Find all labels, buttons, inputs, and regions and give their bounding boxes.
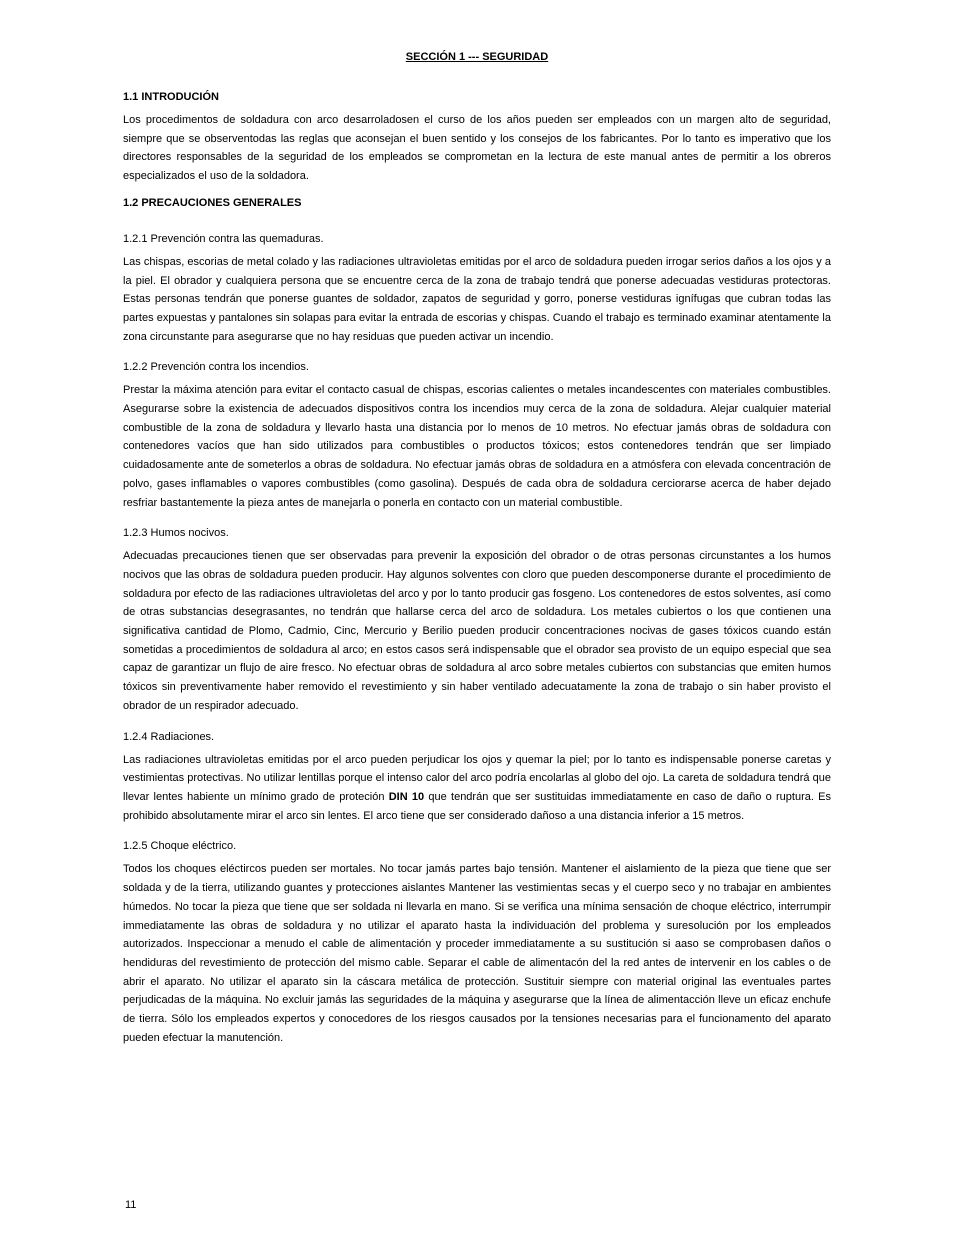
paragraph-radiation bbox=[123, 751, 831, 826]
paragraph-fumes: Adecuadas precauciones tienen que ser observadas para prevenir la exposición del obrador o de otras personas circunstantes a los humos nocivos que las obras de soldadura pueden producir. Hay algunos solventes con cloro que pueden descomponerse durante el procedimiento de soldadura por efecto de las radiaciones ultravioletas del arco y por lo tanto producir gas fosgeno. Los contenedores de estos solventes, así como de otras substancias desegrasantes, no tendrán que hallarse cerca del arco de soldadura. Los metales cubiertos o los que contienen una significativa cantidad de Plomo, Cadmio, Cinc, Mercurio y Berilio pueden producir concentraciones nocivas de gases tóxicos cuando están sometidas a procedimientos de soldadura al arco; en estos casos será indispensable que el obrador sea provisto de un equipo especial que sea capaz de garantizar un flujo de aire fresco. No efectuar obras de soldadura al arco sobre metales cubiertos con substancias que emiten humos tóxicos sin preventivamente haber removido el revestimiento y sin haber ventilado adecuatamente la zona de trabajo o sin haber provisto el obrador de un respirador adecuado. bbox=[123, 550, 831, 712]
paragraph-introduction: Los procedimentos de soldadura con arco desarroladosen el curso de los años pueden ser empleados con un margen alto de seguridad, siempre que se observentodas las reglas que aconsejan el buen sentido y los consejos de los fabricantes. Por lo tanto es imperativo que los directores responsables de la seguridad de los empleados se comprometan en la lectura de este manual antes de permitir a los obreros especializados el uso de la soldadora. bbox=[123, 114, 831, 183]
heading-electric-shock: 1.2.5 Choque eléctrico. bbox=[123, 840, 237, 853]
heading-radiation: 1.2.4 Radiaciones. bbox=[123, 730, 215, 743]
heading-fires: 1.2.2 Prevención contra los incendios. bbox=[123, 361, 309, 374]
document-page bbox=[123, 49, 831, 1047]
heading-burns: 1.2.1 Prevención contra las quemaduras. bbox=[123, 232, 324, 245]
radiation-text-before: Las radiaciones ultravioletas emitidas por el arco pueden perjudicar los ojos y quemar la piel; por lo tanto es indispensable ponerse caretas y vestimientas protectivas. No utilizar lentillas porque el intenso calor del arco podría encolarlas al globo del ojo. La careta de soldadura tendrá que llevar lentes habiente un mínimo grado de proteción bbox=[123, 753, 831, 803]
heading-general-precautions: 1.2 PRECAUCIONES GENERALES bbox=[123, 196, 302, 209]
din-rating: DIN 10 bbox=[388, 790, 425, 803]
heading-fumes: 1.2.3 Humos nocivos. bbox=[123, 527, 229, 540]
section-title: SECCIÓN 1 --- SEGURIDAD bbox=[405, 51, 549, 63]
paragraph-electric-shock: Todos los choques eléctircos pueden ser mortales. No tocar jamás partes bajo tensión. Mantener el aislamiento de la pieza que tiene que ser soldada y de la tierra, utilizando guantes y protecciones aislantes Mantener las vestimientas secas y el cuerpo seco y no trabajar en ambientes húmedos. No tocar la pieza que tiene que ser soldada ni llevarla en mano. Si se verifica una mínima sensación de choque eléctrico, interrumpir immediatamente las obras de soldadura y no utilizar el aparato hasta la individuación del problema y suresolución por los empleados autorizados. Inspeccionar a menudo el cable de alimentación y proceder immediatamente a su sustitución si aaso se comprobasen daños o hendiduras del revestimiento de protección del mismo cable. Separar el cable de alimentacón del la red antes de intervenir en los cables o de abrir el aparato. No utilizar el aparato sin la cáscara metálica de protección. Sustituir siempre con material original las eventuales partes perjudicadas de la máquina. No excluir jamás las seguridades de la máquina y asegurarse que la línea de alimentacción lleve un eficaz enchufe de tierra. Sólo los empleados expertos y conocedores de los riesgos causados por la tensiones necesarias para el funcionamento del aparato pueden efectuar la manutención. bbox=[123, 863, 831, 1044]
page-number: 11 bbox=[125, 1199, 137, 1211]
paragraph-fires: Prestar la máxima atención para evitar el contacto casual de chispas, escorias calientes o metales incandescentes con materiales combustibles. Asegurarse sobre la existencia de adecuados dispositivos contra los incendios muy cerca de la zona de soldadura. Alejar cualquier material combustible de la zona de soldadura y llevarlo hasta una distancia por lo menos de 10 metros. No efectuar jamás obras de soldadura con contenedores vacíos que han sido utilizados para combustibles o productos tóxicos; estos contenedores tendrán que ser limpiado cuidadosamente ante de someterlos a obras de soldadura. No efectuar jamás obras de soldadura en a atmósfera con elevada concentración de polvo, gases inflamables o vapores combustibles (como gasolina). Después de cada obra de soldadura cerciorarse acerca de haber dejado resfriar bastantemente la pieza antes de manejarla o ponerla en contacto con un material combustible. bbox=[123, 384, 831, 509]
paragraph-burns: Las chispas, escorias de metal colado y las radiaciones ultravioletas emitidas por el arco de soldadura pueden irrogar serios daños a los ojos y a la piel. El obrador y cualquiera persona que se encuentre cerca de la zona de trabajo tendrá que ponerse adecuadas vestiduras protectoras. Estas personas tendrán que ponerse guantes de soldador, zapatos de seguridad y gorro, ponerse vestiduras ignífugas que cubran todas las partes expuestas y pantalones sin solapas para evitar la entrada de escorias y chispas. Cuando el trabajo es terminado examinar atentamente la zona circunstante para asegurarse que no hay residuas que pueden activar un incendio. bbox=[123, 255, 831, 343]
radiation-text-after: que tendrán que ser sustituidas immediatamente en caso de daño o ruptura. Es prohibido absolutamente mirar el arco sin lentes. El arco tiene que ser considerado dañoso a una distancia inferior a 15 metros. bbox=[123, 790, 831, 822]
heading-introduction: 1.1 INTRODUCIÓN bbox=[123, 91, 219, 103]
